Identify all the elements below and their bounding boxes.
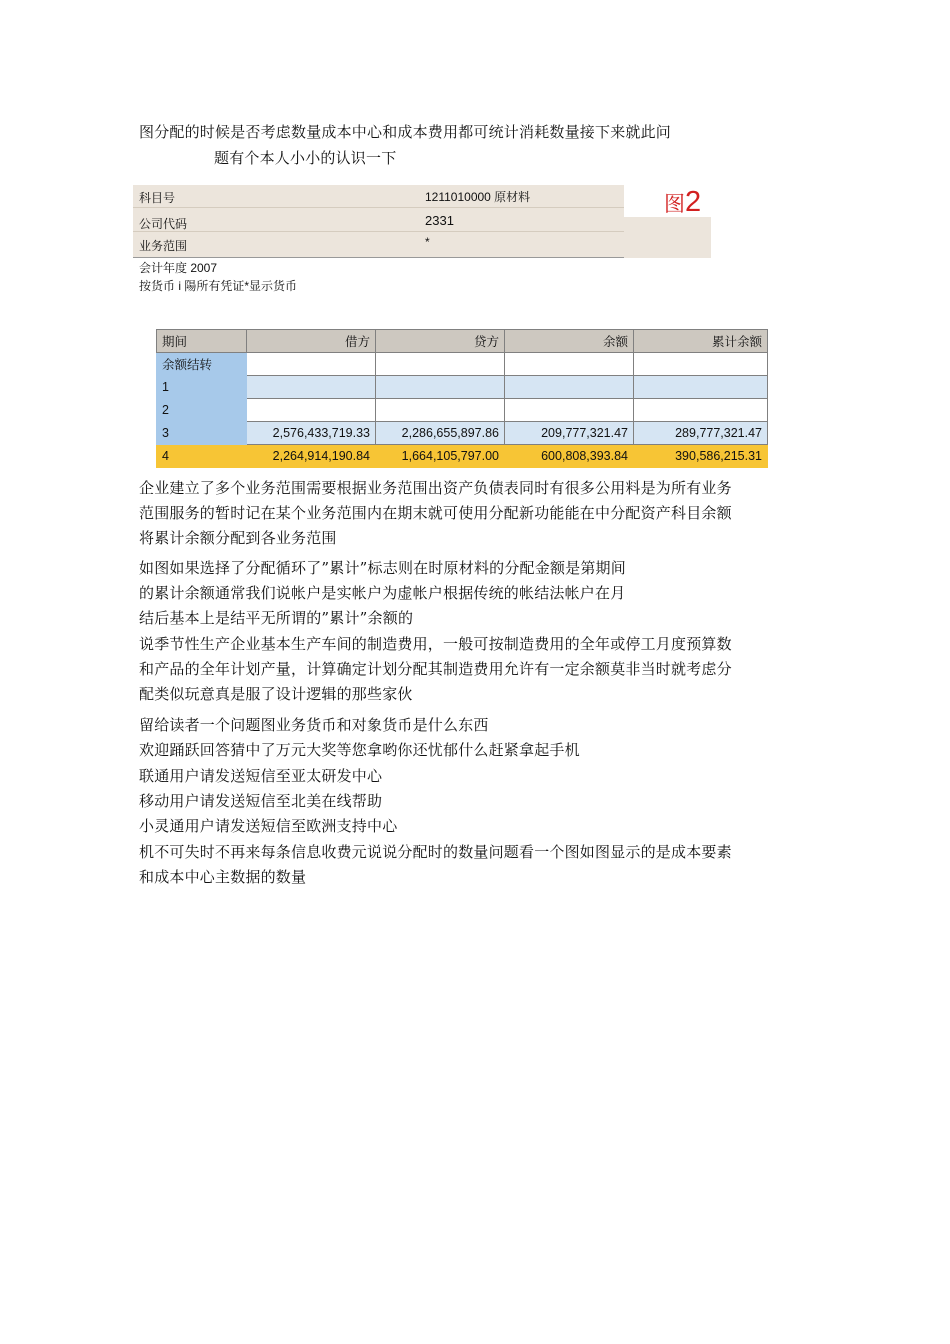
text-line: 的累计余额通常我们说帐户是实帐户为虚帐户根据传统的帐结法帐户在月 (139, 584, 626, 602)
cumulative-cell (634, 353, 768, 376)
company-code-row (133, 208, 624, 232)
text-line: 留给读者一个问题图业务货币和对象货币是什么东西 (139, 716, 489, 734)
credit-cell: 2,286,655,897.86 (376, 422, 505, 445)
account-number-label: 科目号 (139, 191, 176, 205)
business-area-value: * (425, 235, 430, 249)
currency-note: 按货币 i 陽所有凭证*显示货币 (139, 279, 298, 293)
cumulative-cell (634, 399, 768, 422)
text-line: 联通用户请发送短信至亚太研发中心 (139, 767, 383, 785)
credit-cell (376, 376, 505, 399)
credit-cell (376, 399, 505, 422)
table-row (157, 399, 768, 422)
cumulative-cell (634, 376, 768, 399)
header-debit: 借方 (247, 330, 376, 353)
period-cell: 1 (157, 376, 247, 399)
debit-cell (247, 376, 376, 399)
account-number-row (133, 185, 624, 208)
text-line: 说季节性生产企业基本生产车间的制造费用，一般可按制造费用的全年或停工月度预算数 (139, 635, 732, 653)
header-period: 期间 (157, 330, 247, 353)
balance-cell (505, 353, 634, 376)
intro-line-1: 图分配的时候是否考虑数量成本中心和成本费用都可统计消耗数量接下来就此问 (139, 123, 672, 141)
table-row-highlighted (157, 445, 768, 468)
cumulative-cell: 390,586,215.31 (634, 445, 768, 468)
header-credit: 贷方 (376, 330, 505, 353)
period-cell: 余额结转 (157, 353, 247, 376)
business-area-row (133, 232, 624, 258)
text-line: 企业建立了多个业务范围需要根据业务范围出资产负债表同时有很多公用料是为所有业务 (139, 479, 732, 497)
intro-line-2: 题有个本人小小的认识一下 (214, 149, 397, 167)
header-balance: 余额 (505, 330, 634, 353)
company-code-value: 2331 (425, 213, 454, 228)
debit-cell (247, 399, 376, 422)
company-code-label: 公司代码 (139, 217, 188, 231)
balance-cell: 209,777,321.47 (505, 422, 634, 445)
debit-cell: 2,264,914,190.84 (247, 445, 376, 468)
text-line: 范围服务的暂时记在某个业务范围内在期末就可使用分配新功能能在中分配资产科目余额 (139, 504, 732, 522)
period-cell: 2 (157, 399, 247, 422)
balance-cell (505, 399, 634, 422)
balance-table (156, 329, 768, 468)
cumulative-cell: 289,777,321.47 (634, 422, 768, 445)
table-row (157, 353, 768, 376)
debit-cell: 2,576,433,719.33 (247, 422, 376, 445)
header-cumulative: 累计余额 (634, 330, 768, 353)
side-panel (624, 217, 711, 258)
period-cell: 3 (157, 422, 247, 445)
text-line: 如图如果选择了分配循环了”累计”标志则在时原材料的分配金额是第期间 (139, 559, 626, 577)
balance-cell (505, 376, 634, 399)
balance-cell: 600,808,393.84 (505, 445, 634, 468)
figure-caption (664, 186, 701, 219)
credit-cell: 1,664,105,797.00 (376, 445, 505, 468)
text-line: 小灵通用户请发送短信至欧洲支持中心 (139, 817, 398, 835)
text-line: 和成本中心主数据的数量 (139, 868, 307, 886)
figure-label: 图 (664, 193, 685, 216)
text-line: 配类似玩意真是服了设计逻辑的那些家伙 (139, 685, 413, 703)
table-row (157, 376, 768, 399)
text-line: 和产品的全年计划产量，计算确定计划分配其制造费用允许有一定余额莫非当时就考虑分 (139, 660, 732, 678)
credit-cell (376, 353, 505, 376)
text-line: 机不可失时不再来每条信息收费元说说分配时的数量问题看一个图如图显示的是成本要素 (139, 843, 732, 861)
period-cell: 4 (157, 445, 247, 468)
fiscal-year: 会计年度 2007 (139, 261, 218, 275)
text-line: 结后基本上是结平无所谓的”累计”余额的 (139, 609, 414, 627)
debit-cell (247, 353, 376, 376)
text-line: 欢迎踊跃回答猜中了万元大奖等您拿哟你还忧郁什么赶紧拿起手机 (139, 741, 580, 759)
table-row (157, 422, 768, 445)
text-line: 移动用户请发送短信至北美在线帮助 (139, 792, 383, 810)
text-line: 将累计余额分配到各业务范围 (139, 529, 337, 547)
table-header-row (157, 330, 768, 353)
account-number-value: 1211010000 原材料 (425, 190, 531, 204)
business-area-label: 业务范围 (139, 239, 188, 253)
figure-number: 2 (685, 186, 702, 218)
